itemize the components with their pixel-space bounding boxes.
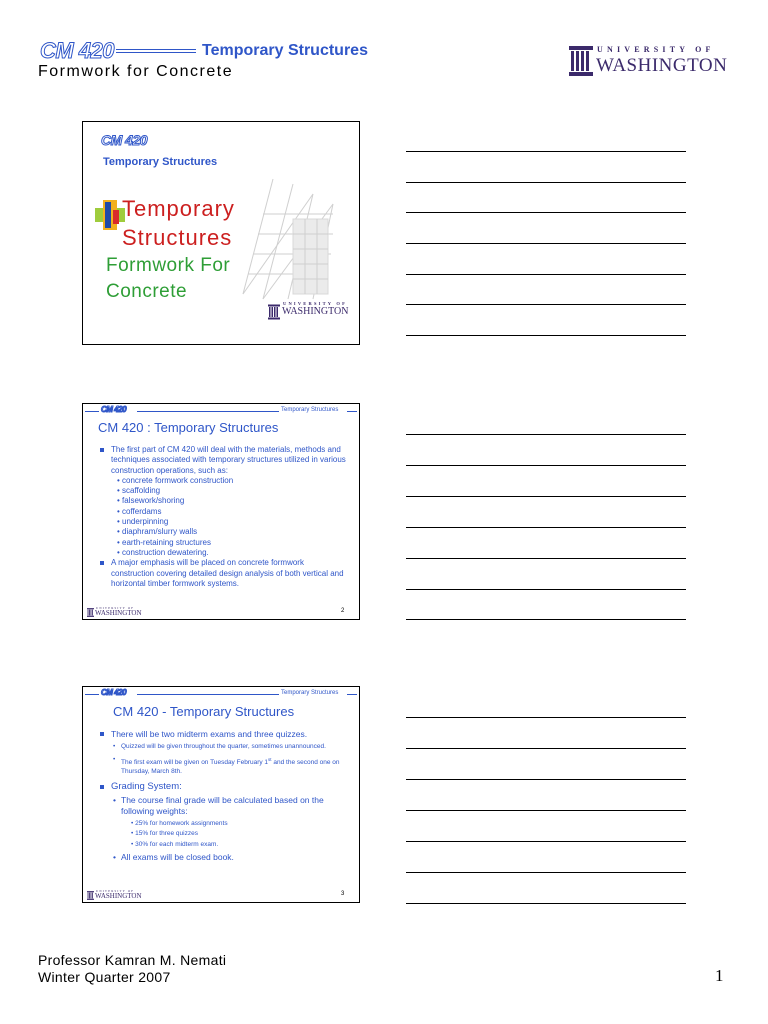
header-rule bbox=[116, 52, 196, 53]
slide1-uw-logo bbox=[268, 301, 358, 323]
list-item: • scaffolding bbox=[117, 486, 161, 496]
footer-professor: Professor Kamran M. Nemati bbox=[38, 952, 227, 968]
slide2-body bbox=[95, 445, 347, 589]
notes-line bbox=[406, 274, 686, 275]
uw-small-text: UNIVERSITY OF bbox=[96, 889, 135, 893]
slide3-bullet1-text: There will be two midterm exams and three quizzes. bbox=[111, 729, 308, 739]
list-item: • 25% for homework assignments bbox=[131, 819, 228, 827]
list-item-text: earth-retaining structures bbox=[122, 537, 211, 547]
slide2-page-number: 2 bbox=[341, 608, 345, 614]
uw-big-text: WASHINGTON bbox=[95, 892, 142, 900]
notes-line bbox=[406, 151, 686, 152]
notes-line bbox=[406, 872, 686, 873]
slide1-title-line1: Temporary bbox=[122, 196, 235, 221]
slide3-b1-sub2-text-a: The first exam will be given on Tuesday February 1 bbox=[121, 758, 269, 766]
slide2-bullet2-text: A major emphasis will be placed on concrete formwork construction covering detailed design analysis of both vertical and horizontal timber formwork systems. bbox=[111, 558, 344, 588]
slide2-uw-logo bbox=[87, 606, 147, 618]
sub-bullet: • bbox=[113, 794, 116, 805]
slide2-bullet1-text: The first part of CM 420 will deal with the materials, methods and techniques associated with temporary structures utilized in various construction operations, such as: bbox=[111, 445, 346, 475]
slide2-header-title: Temporary Structures bbox=[281, 407, 339, 413]
list-item-text: 30% for each midterm exam. bbox=[135, 840, 219, 848]
color-blocks-icon bbox=[95, 200, 125, 230]
slide2-heading: CM 420 : Temporary Structures bbox=[98, 420, 279, 435]
slide3-b1-sub1-text: Quizzed will be given throughout the quarter, sometimes unannounced. bbox=[121, 743, 326, 750]
slide3-course-code: CM 420 bbox=[101, 688, 127, 697]
slide3-b1-sub2 bbox=[95, 755, 347, 777]
uw-small-text: UNIVERSITY OF bbox=[283, 301, 348, 306]
slide2-bullet1 bbox=[95, 445, 347, 476]
notes-line bbox=[406, 619, 686, 620]
notes-line bbox=[406, 182, 686, 183]
uw-small-text: UNIVERSITY OF bbox=[96, 606, 135, 610]
bullet-square-icon bbox=[100, 448, 104, 452]
list-item-text: construction dewatering. bbox=[122, 547, 209, 557]
slide3-uw-logo bbox=[87, 889, 147, 901]
slide3-header-title: Temporary Structures bbox=[281, 690, 339, 696]
list-item: • diaphram/slurry walls bbox=[117, 527, 198, 537]
uw-columns-icon bbox=[87, 608, 94, 617]
slide3-b2-sub1 bbox=[95, 795, 347, 817]
slide1-sub-line2: Concrete bbox=[106, 281, 188, 302]
slide1-sub-line1: Formwork For bbox=[106, 255, 231, 276]
sub-bullet: • bbox=[113, 755, 116, 763]
slide-header-rule bbox=[137, 694, 279, 695]
slide3-bullet2 bbox=[95, 781, 347, 793]
slide1-title-line2: Structures bbox=[122, 225, 233, 250]
sub-bullet: • bbox=[113, 743, 116, 750]
header-title: Temporary Structures bbox=[202, 42, 368, 59]
uw-logo-small-text: UNIVERSITY OF bbox=[597, 45, 715, 54]
notes-line bbox=[406, 589, 686, 590]
slide-header-rule bbox=[85, 694, 99, 695]
slide3-b1-sub1 bbox=[95, 742, 347, 752]
slide3-page-number: 3 bbox=[341, 891, 345, 897]
header-rule bbox=[116, 49, 196, 50]
slide-thumbnail-3 bbox=[82, 686, 360, 903]
notes-line bbox=[406, 465, 686, 466]
list-item: • concrete formwork construction bbox=[117, 475, 234, 485]
list-item: • earth-retaining structures bbox=[117, 537, 211, 547]
slide-thumbnail-1 bbox=[82, 121, 360, 345]
bullet-square-icon bbox=[100, 785, 104, 789]
slide3-b2-sub2-text: All exams will be closed book. bbox=[121, 852, 234, 863]
sub-bullet: • bbox=[113, 852, 116, 863]
notes-line bbox=[406, 903, 686, 904]
slide-header-rule bbox=[85, 411, 99, 412]
list-item: • 30% for each midterm exam. bbox=[131, 840, 219, 848]
notes-line bbox=[406, 496, 686, 497]
slide3-b2-sub1-text: The course final grade will be calculated based on the following weights: bbox=[121, 794, 324, 816]
notes-line bbox=[406, 717, 686, 718]
footer-page-number: 1 bbox=[715, 966, 724, 985]
slide3-heading: CM 420 - Temporary Structures bbox=[113, 704, 295, 719]
list-item: • cofferdams bbox=[117, 506, 162, 516]
list-item-text: falsework/shoring bbox=[122, 496, 185, 506]
slide3-bullet2-text: Grading System: bbox=[111, 780, 182, 792]
slide-header-rule bbox=[137, 411, 279, 412]
uw-logo bbox=[569, 45, 733, 79]
slide-header-rule bbox=[347, 694, 357, 695]
notes-line bbox=[406, 212, 686, 213]
slide3-weights-list bbox=[95, 819, 347, 851]
list-item: • 15% for three quizzes bbox=[131, 830, 198, 838]
slide2-bullet2 bbox=[95, 558, 347, 589]
list-item: • construction dewatering. bbox=[117, 547, 209, 557]
uw-logo-big-text: WASHINGTON bbox=[596, 55, 728, 76]
list-item-text: underpinning bbox=[122, 517, 169, 527]
bullet-square-icon bbox=[100, 732, 104, 736]
list-item-text: diaphram/slurry walls bbox=[122, 527, 198, 537]
list-item-text: cofferdams bbox=[122, 506, 162, 516]
slide-header-rule bbox=[347, 411, 357, 412]
uw-big-text: WASHINGTON bbox=[95, 609, 142, 617]
notes-line bbox=[406, 243, 686, 244]
slide3-b1-sub2-text-b: and the second one on Thursday, March 8th. bbox=[121, 758, 340, 776]
slide1-course-code: CM 420 bbox=[101, 132, 148, 148]
list-item-text: 25% for homework assignments bbox=[135, 819, 228, 827]
uw-columns-icon bbox=[569, 46, 593, 76]
uw-big-text: WASHINGTON bbox=[282, 306, 349, 317]
notes-line bbox=[406, 527, 686, 528]
list-item-text: concrete formwork construction bbox=[122, 475, 234, 485]
bullet-square-icon bbox=[100, 561, 104, 565]
slide2-course-code: CM 420 bbox=[101, 405, 127, 414]
header-course-code: CM 420 bbox=[40, 38, 115, 63]
scaffolding-illustration bbox=[233, 174, 353, 304]
notes-line bbox=[406, 335, 686, 336]
notes-line bbox=[406, 779, 686, 780]
list-item: • underpinning bbox=[117, 517, 169, 527]
notes-line bbox=[406, 841, 686, 842]
uw-columns-icon bbox=[87, 891, 94, 900]
slide3-b1-sub2-sup: st bbox=[268, 756, 272, 762]
slide3-bullet1 bbox=[95, 729, 347, 740]
footer-quarter: Winter Quarter 2007 bbox=[38, 969, 171, 985]
notes-line bbox=[406, 748, 686, 749]
slide1-subtitle: Temporary Structures bbox=[103, 156, 218, 168]
notes-line bbox=[406, 304, 686, 305]
slide2-sub-list bbox=[95, 476, 347, 558]
list-item-text: 15% for three quizzes bbox=[135, 830, 198, 838]
notes-line bbox=[406, 810, 686, 811]
list-item-text: scaffolding bbox=[122, 486, 161, 496]
uw-columns-icon bbox=[268, 304, 280, 320]
slide-thumbnail-2 bbox=[82, 403, 360, 620]
notes-line bbox=[406, 434, 686, 435]
slide3-body bbox=[95, 729, 347, 863]
header-subtitle: Formwork for Concrete bbox=[38, 63, 234, 80]
slide3-b2-sub2 bbox=[95, 852, 347, 863]
notes-line bbox=[406, 558, 686, 559]
list-item: • falsework/shoring bbox=[117, 496, 185, 506]
